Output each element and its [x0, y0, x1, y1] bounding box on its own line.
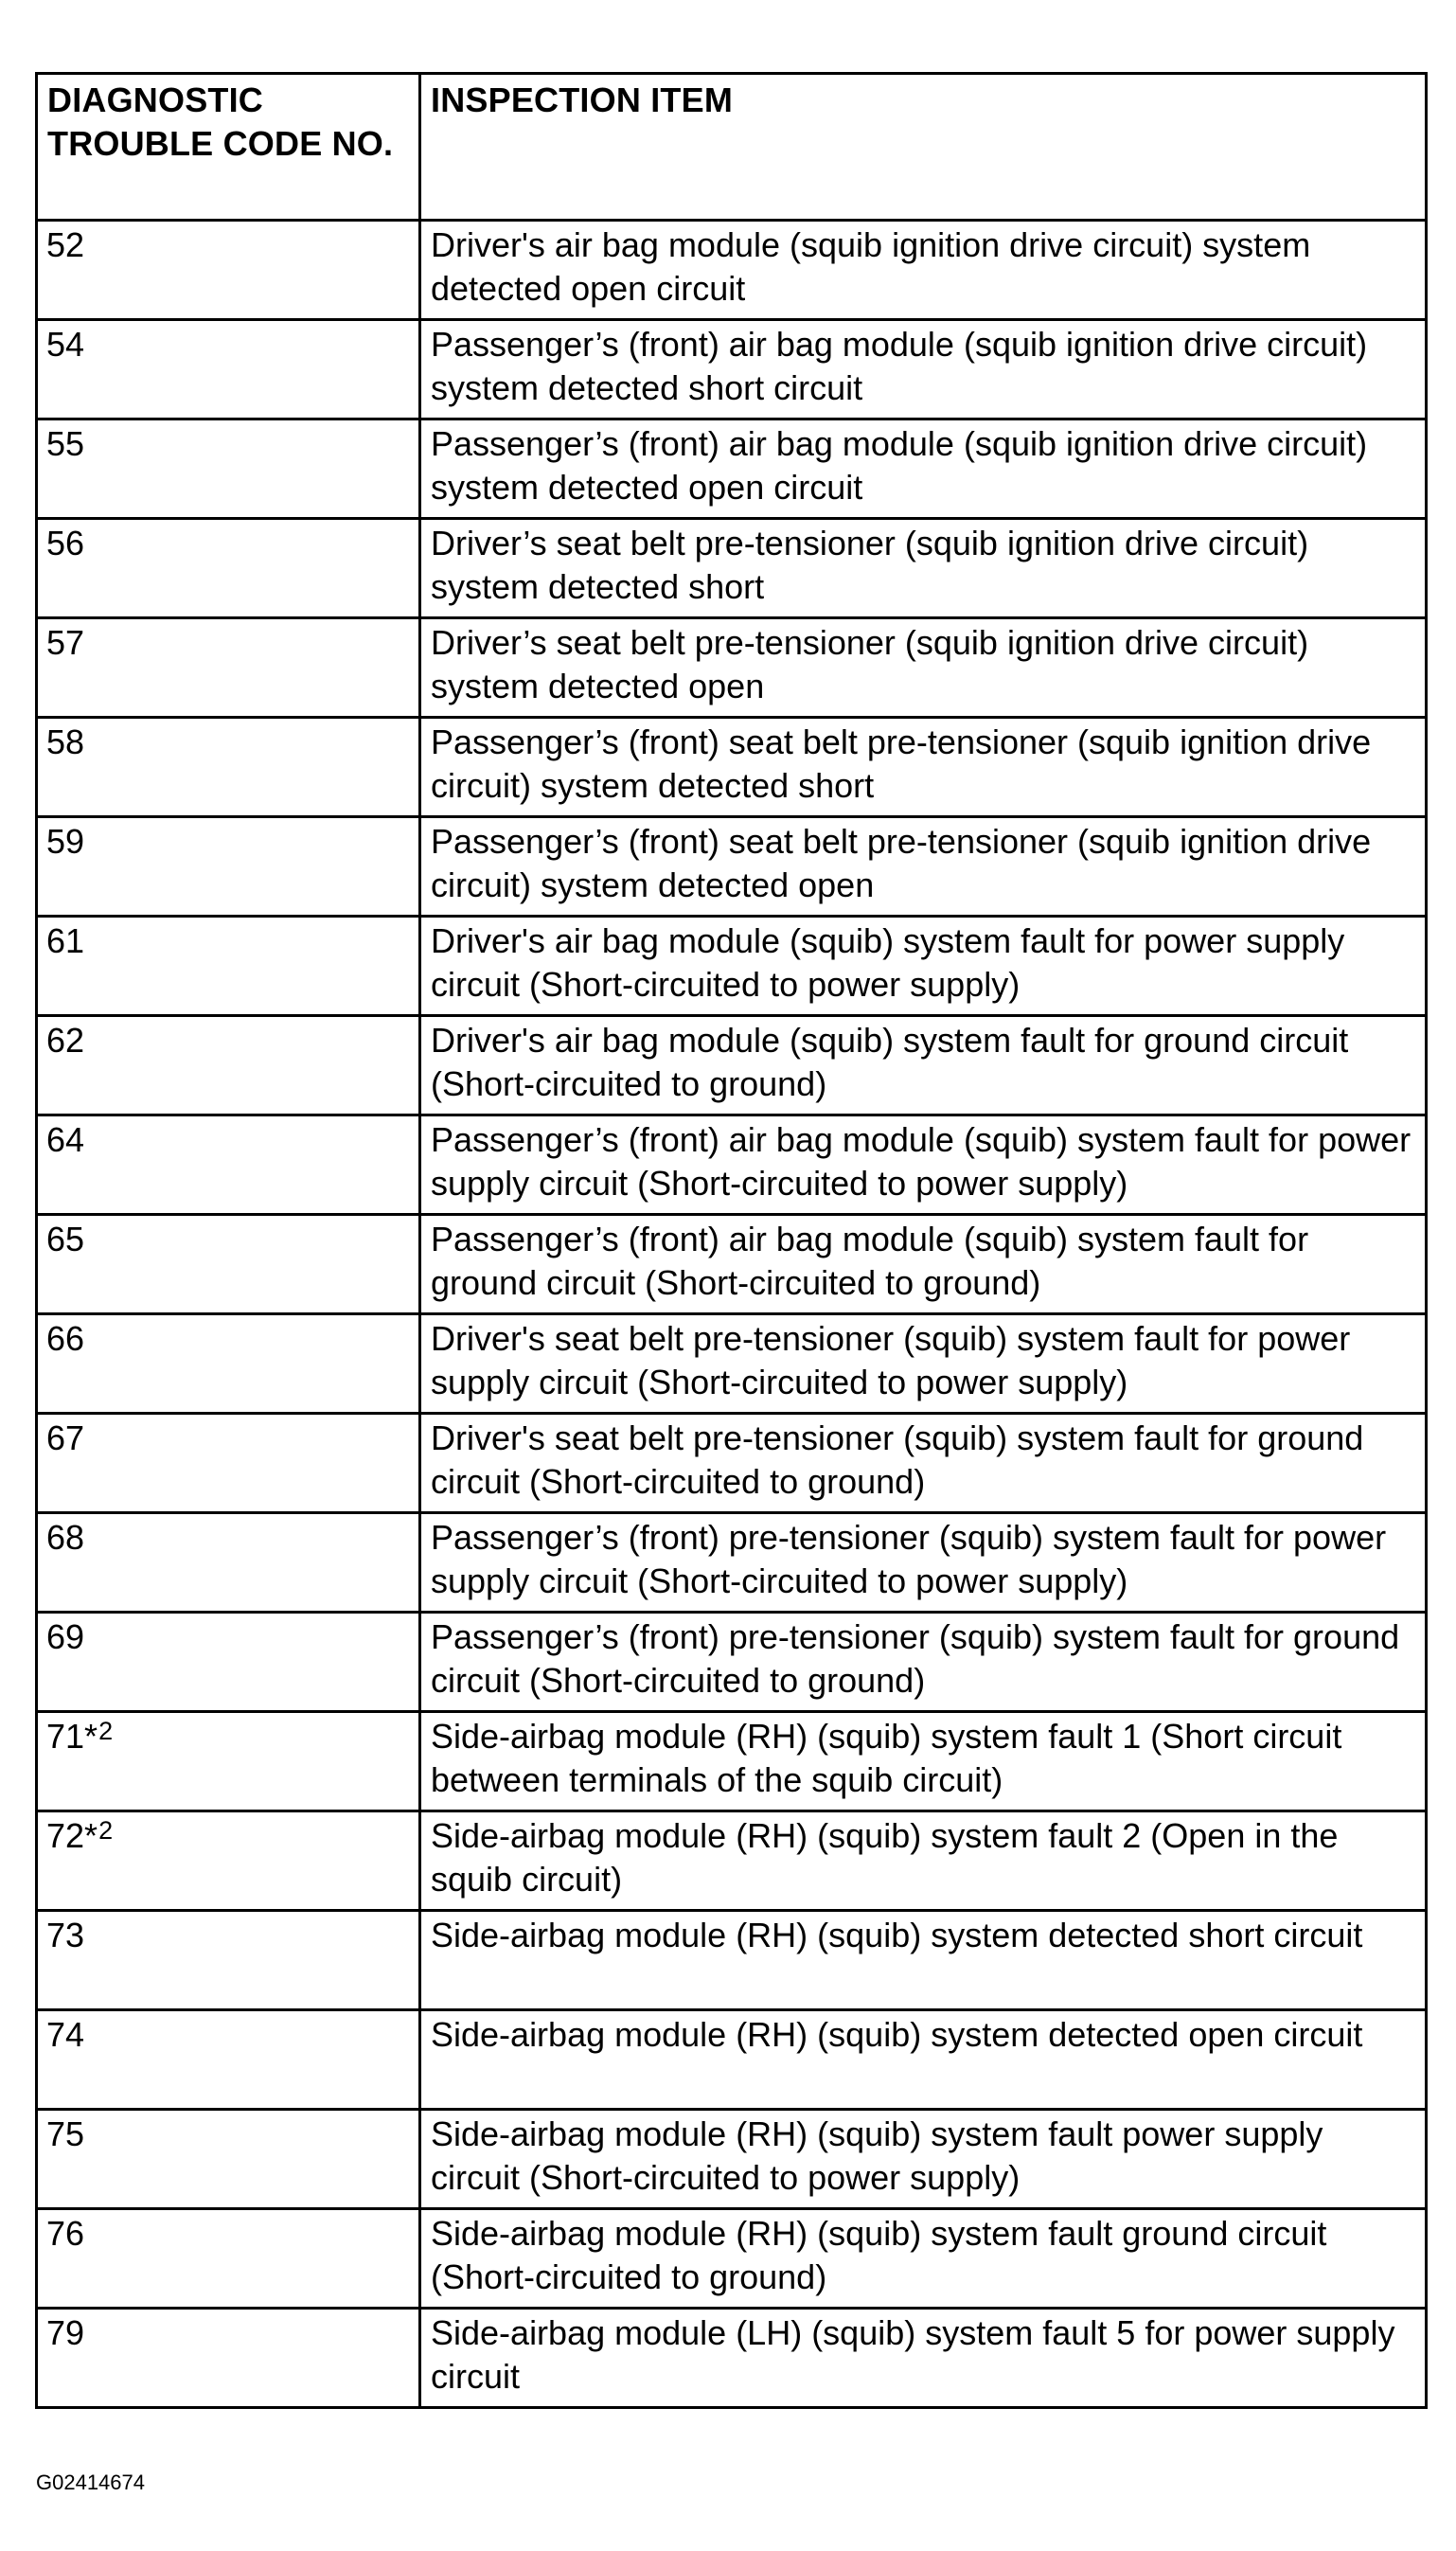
inspection-item-cell: Driver's seat belt pre-tensioner (squib) system fault for ground circuit (Short-circuited to ground)	[420, 1414, 1427, 1513]
table-row	[37, 2309, 1427, 2408]
dtc-code-cell	[37, 718, 420, 817]
dtc-code-cell	[37, 1911, 420, 2010]
dtc-code: 79	[46, 2313, 85, 2352]
table-header	[37, 74, 1427, 221]
inspection-item-cell: Driver's air bag module (squib ignition drive circuit) system detected open circuit	[420, 221, 1427, 320]
dtc-code: 56	[46, 524, 85, 562]
dtc-code: 72*	[46, 1816, 98, 1855]
table-row	[37, 1811, 1427, 1911]
table-row	[37, 519, 1427, 618]
dtc-code: 58	[46, 722, 85, 761]
dtc-code: 76	[46, 2214, 85, 2253]
inspection-item-cell: Side-airbag module (LH) (squib) system fault 5 for power supply circuit	[420, 2309, 1427, 2408]
dtc-code: 71*	[46, 1717, 98, 1756]
dtc-code-cell	[37, 1314, 420, 1414]
dtc-code-cell	[37, 1513, 420, 1613]
dtc-code: 67	[46, 1418, 85, 1457]
dtc-table	[35, 72, 1428, 2409]
table-row	[37, 1314, 1427, 1414]
table-row	[37, 2010, 1427, 2110]
header-inspection-item: INSPECTION ITEM	[420, 74, 1427, 221]
inspection-item-cell: Driver's seat belt pre-tensioner (squib) system fault for power supply circuit (Short-circuited to power supply)	[420, 1314, 1427, 1414]
dtc-code-cell	[37, 2110, 420, 2209]
table-row	[37, 718, 1427, 817]
dtc-code: 61	[46, 921, 85, 960]
table-row	[37, 1911, 1427, 2010]
dtc-code: 62	[46, 1021, 85, 1060]
inspection-item-cell: Passenger’s (front) air bag module (squib ignition drive circuit) system detected open circuit	[420, 419, 1427, 519]
table-body	[37, 221, 1427, 2408]
dtc-code-cell	[37, 2209, 420, 2309]
table-row	[37, 917, 1427, 1016]
inspection-item-cell: Passenger’s (front) air bag module (squib) system fault for ground circuit (Short-circuited to ground)	[420, 1215, 1427, 1314]
dtc-code-cell	[37, 817, 420, 917]
inspection-item-cell: Driver’s seat belt pre-tensioner (squib ignition drive circuit) system detected short	[420, 519, 1427, 618]
table-row	[37, 1115, 1427, 1215]
dtc-code: 65	[46, 1220, 85, 1258]
inspection-item-cell: Driver's air bag module (squib) system fault for ground circuit (Short-circuited to ground)	[420, 1016, 1427, 1115]
dtc-code-cell	[37, 917, 420, 1016]
dtc-code: 55	[46, 424, 85, 463]
footnote-marker: 2	[98, 1717, 114, 1745]
dtc-code-cell	[37, 1712, 420, 1811]
inspection-item-cell: Side-airbag module (RH) (squib) system fault power supply circuit (Short-circuited to power supply)	[420, 2110, 1427, 2209]
dtc-code: 52	[46, 225, 85, 264]
inspection-item-cell: Passenger’s (front) pre-tensioner (squib) system fault for ground circuit (Short-circuited to ground)	[420, 1613, 1427, 1712]
table-row	[37, 221, 1427, 320]
table-row	[37, 320, 1427, 419]
dtc-code: 74	[46, 2015, 85, 2054]
dtc-code-cell	[37, 1613, 420, 1712]
inspection-item-cell: Side-airbag module (RH) (squib) system fault 2 (Open in the squib circuit)	[420, 1811, 1427, 1911]
dtc-code-cell	[37, 419, 420, 519]
dtc-code-cell	[37, 1016, 420, 1115]
inspection-item-cell: Passenger’s (front) seat belt pre-tensioner (squib ignition drive circuit) system detected open	[420, 817, 1427, 917]
dtc-code-cell	[37, 2010, 420, 2110]
inspection-item-cell: Driver's air bag module (squib) system fault for power supply circuit (Short-circuited to power supply)	[420, 917, 1427, 1016]
inspection-item-cell: Driver’s seat belt pre-tensioner (squib ignition drive circuit) system detected open	[420, 618, 1427, 718]
figure-id: G02414674	[36, 2471, 145, 2494]
inspection-item-cell: Passenger’s (front) air bag module (squib) system fault for power supply circuit (Short-circuited to power supply)	[420, 1115, 1427, 1215]
dtc-code: 75	[46, 2114, 85, 2153]
dtc-code-cell	[37, 221, 420, 320]
header-row	[37, 74, 1427, 221]
table-row	[37, 2110, 1427, 2209]
table-row	[37, 817, 1427, 917]
inspection-item-cell: Side-airbag module (RH) (squib) system fault ground circuit (Short-circuited to ground)	[420, 2209, 1427, 2309]
dtc-code: 66	[46, 1319, 85, 1358]
dtc-code-cell	[37, 618, 420, 718]
footnote-marker: 2	[98, 1816, 114, 1845]
inspection-item-cell: Passenger’s (front) pre-tensioner (squib) system fault for power supply circuit (Short-circuited to power supply)	[420, 1513, 1427, 1613]
dtc-code-cell	[37, 1215, 420, 1314]
table-row	[37, 2209, 1427, 2309]
inspection-item-cell: Passenger’s (front) seat belt pre-tensioner (squib ignition drive circuit) system detected short	[420, 718, 1427, 817]
table-row	[37, 1215, 1427, 1314]
dtc-code: 69	[46, 1617, 85, 1656]
table-row	[37, 1513, 1427, 1613]
dtc-code: 57	[46, 623, 85, 662]
dtc-code-cell	[37, 2309, 420, 2408]
inspection-item-cell: Side-airbag module (RH) (squib) system detected short circuit	[420, 1911, 1427, 2010]
dtc-code-cell	[37, 320, 420, 419]
dtc-code: 64	[46, 1120, 85, 1159]
table-row	[37, 1712, 1427, 1811]
header-code: DIAGNOSTIC TROUBLE CODE NO.	[37, 74, 420, 221]
table-row	[37, 1414, 1427, 1513]
table-row	[37, 1613, 1427, 1712]
dtc-code: 54	[46, 325, 85, 364]
dtc-code: 59	[46, 822, 85, 861]
dtc-code-cell	[37, 1414, 420, 1513]
inspection-item-cell: Passenger’s (front) air bag module (squib ignition drive circuit) system detected short circuit	[420, 320, 1427, 419]
dtc-code-cell	[37, 1115, 420, 1215]
table-row	[37, 419, 1427, 519]
dtc-code-cell	[37, 1811, 420, 1911]
dtc-code: 68	[46, 1518, 85, 1557]
inspection-item-cell: Side-airbag module (RH) (squib) system fault 1 (Short circuit between terminals of the squib circuit)	[420, 1712, 1427, 1811]
table-row	[37, 618, 1427, 718]
inspection-item-cell: Side-airbag module (RH) (squib) system detected open circuit	[420, 2010, 1427, 2110]
table-row	[37, 1016, 1427, 1115]
dtc-code: 73	[46, 1916, 85, 1954]
dtc-code-cell	[37, 519, 420, 618]
